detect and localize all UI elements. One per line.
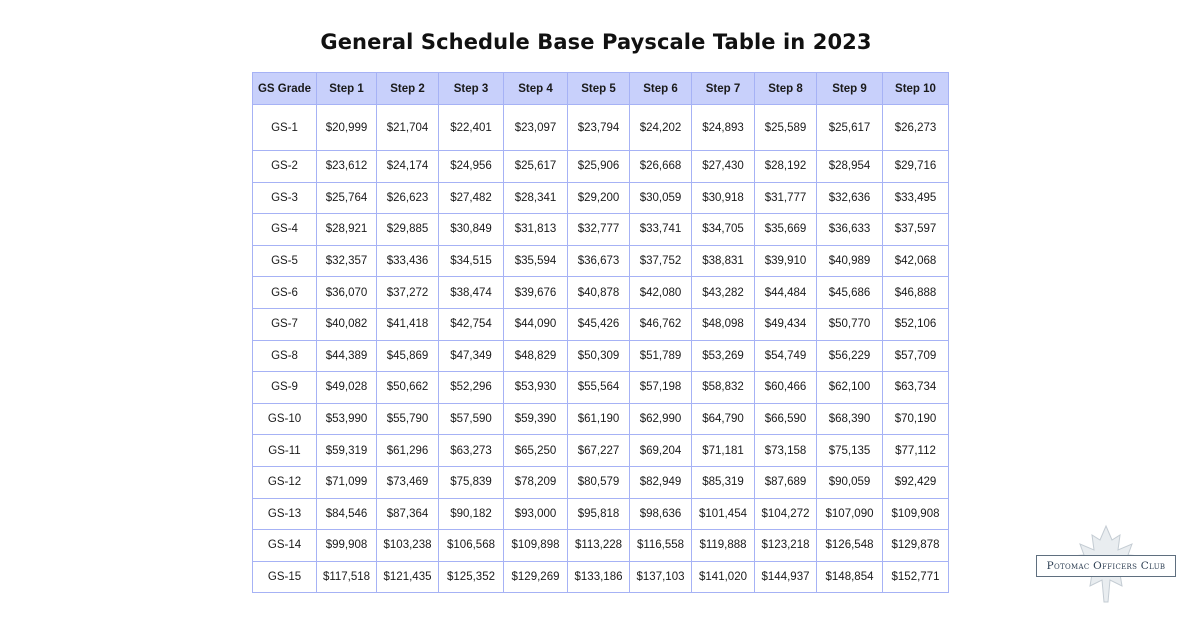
- pay-cell: $75,839: [439, 466, 504, 498]
- pay-cell: $93,000: [504, 498, 568, 530]
- pay-cell: $50,662: [377, 372, 439, 404]
- grade-cell: GS-6: [253, 277, 317, 309]
- pay-cell: $45,869: [377, 340, 439, 372]
- logo-text: Potomac Officers Club: [1036, 555, 1176, 577]
- table-row: [253, 466, 949, 498]
- pay-cell: $30,918: [692, 182, 755, 214]
- pay-cell: $30,059: [630, 182, 692, 214]
- table-row: [253, 151, 949, 183]
- pay-cell: $109,908: [883, 498, 949, 530]
- table-row: [253, 105, 949, 151]
- pay-cell: $85,319: [692, 466, 755, 498]
- pay-cell: $25,589: [755, 105, 817, 151]
- pay-cell: $47,349: [439, 340, 504, 372]
- pay-cell: $42,068: [883, 245, 949, 277]
- pay-cell: $152,771: [883, 561, 949, 593]
- pay-cell: $71,099: [317, 466, 377, 498]
- pay-cell: $36,673: [568, 245, 630, 277]
- pay-cell: $42,080: [630, 277, 692, 309]
- header-step-2: Step 2: [377, 73, 439, 105]
- pay-cell: $58,832: [692, 372, 755, 404]
- grade-cell: GS-14: [253, 530, 317, 562]
- pay-cell: $39,676: [504, 277, 568, 309]
- pay-cell: $23,794: [568, 105, 630, 151]
- pay-cell: $27,430: [692, 151, 755, 183]
- pay-cell: $23,097: [504, 105, 568, 151]
- pay-cell: $141,020: [692, 561, 755, 593]
- pay-cell: $24,956: [439, 151, 504, 183]
- pay-cell: $73,158: [755, 435, 817, 467]
- pay-cell: $50,309: [568, 340, 630, 372]
- pay-cell: $32,636: [817, 182, 883, 214]
- pay-cell: $144,937: [755, 561, 817, 593]
- pay-cell: $63,734: [883, 372, 949, 404]
- pay-cell: $32,357: [317, 245, 377, 277]
- pay-cell: $25,906: [568, 151, 630, 183]
- pay-cell: $62,100: [817, 372, 883, 404]
- potomac-officers-club-logo: [1036, 524, 1176, 604]
- pay-cell: $38,831: [692, 245, 755, 277]
- pay-cell: $80,579: [568, 466, 630, 498]
- grade-cell: GS-15: [253, 561, 317, 593]
- pay-cell: $29,885: [377, 214, 439, 246]
- pay-cell: $28,192: [755, 151, 817, 183]
- pay-cell: $37,752: [630, 245, 692, 277]
- pay-cell: $38,474: [439, 277, 504, 309]
- grade-cell: GS-2: [253, 151, 317, 183]
- pay-cell: $101,454: [692, 498, 755, 530]
- pay-cell: $99,908: [317, 530, 377, 562]
- pay-cell: $36,633: [817, 214, 883, 246]
- pay-cell: $49,028: [317, 372, 377, 404]
- pay-cell: $53,269: [692, 340, 755, 372]
- pay-cell: $45,686: [817, 277, 883, 309]
- pay-cell: $65,250: [504, 435, 568, 467]
- header-step-8: Step 8: [755, 73, 817, 105]
- pay-cell: $125,352: [439, 561, 504, 593]
- pay-cell: $28,341: [504, 182, 568, 214]
- pay-cell: $129,878: [883, 530, 949, 562]
- pay-cell: $29,200: [568, 182, 630, 214]
- header-step-7: Step 7: [692, 73, 755, 105]
- table-row: [253, 498, 949, 530]
- pay-cell: $25,617: [504, 151, 568, 183]
- pay-cell: $53,930: [504, 372, 568, 404]
- pay-cell: $26,273: [883, 105, 949, 151]
- pay-cell: $71,181: [692, 435, 755, 467]
- pay-cell: $61,190: [568, 403, 630, 435]
- pay-cell: $53,990: [317, 403, 377, 435]
- pay-cell: $66,590: [755, 403, 817, 435]
- pay-cell: $57,198: [630, 372, 692, 404]
- pay-cell: $24,174: [377, 151, 439, 183]
- pay-cell: $57,590: [439, 403, 504, 435]
- pay-cell: $51,789: [630, 340, 692, 372]
- page-title: General Schedule Base Payscale Table in 2023: [320, 30, 872, 54]
- pay-cell: $92,429: [883, 466, 949, 498]
- pay-cell: $34,515: [439, 245, 504, 277]
- pay-cell: $40,878: [568, 277, 630, 309]
- pay-cell: $49,434: [755, 308, 817, 340]
- grade-cell: GS-1: [253, 105, 317, 151]
- pay-cell: $33,436: [377, 245, 439, 277]
- pay-cell: $43,282: [692, 277, 755, 309]
- pay-cell: $45,426: [568, 308, 630, 340]
- pay-cell: $63,273: [439, 435, 504, 467]
- pay-cell: $52,106: [883, 308, 949, 340]
- table-row: [253, 277, 949, 309]
- grade-cell: GS-4: [253, 214, 317, 246]
- pay-cell: $87,364: [377, 498, 439, 530]
- grade-cell: GS-7: [253, 308, 317, 340]
- pay-cell: $90,182: [439, 498, 504, 530]
- pay-cell: $78,209: [504, 466, 568, 498]
- pay-cell: $44,389: [317, 340, 377, 372]
- payscale-table: [252, 72, 949, 593]
- pay-cell: $57,709: [883, 340, 949, 372]
- grade-cell: GS-8: [253, 340, 317, 372]
- pay-cell: $121,435: [377, 561, 439, 593]
- pay-cell: $106,568: [439, 530, 504, 562]
- pay-cell: $82,949: [630, 466, 692, 498]
- pay-cell: $21,704: [377, 105, 439, 151]
- table-row: [253, 308, 949, 340]
- pay-cell: $59,390: [504, 403, 568, 435]
- pay-cell: $87,689: [755, 466, 817, 498]
- grade-cell: GS-3: [253, 182, 317, 214]
- header-step-4: Step 4: [504, 73, 568, 105]
- pay-cell: $73,469: [377, 466, 439, 498]
- pay-cell: $55,564: [568, 372, 630, 404]
- pay-cell: $48,829: [504, 340, 568, 372]
- header-step-3: Step 3: [439, 73, 504, 105]
- grade-cell: GS-13: [253, 498, 317, 530]
- pay-cell: $29,716: [883, 151, 949, 183]
- pay-cell: $52,296: [439, 372, 504, 404]
- pay-cell: $30,849: [439, 214, 504, 246]
- pay-cell: $62,990: [630, 403, 692, 435]
- pay-cell: $33,495: [883, 182, 949, 214]
- table-row: [253, 530, 949, 562]
- pay-cell: $75,135: [817, 435, 883, 467]
- pay-cell: $33,741: [630, 214, 692, 246]
- pay-cell: $48,098: [692, 308, 755, 340]
- pay-cell: $34,705: [692, 214, 755, 246]
- pay-cell: $56,229: [817, 340, 883, 372]
- header-step-5: Step 5: [568, 73, 630, 105]
- pay-cell: $104,272: [755, 498, 817, 530]
- pay-cell: $25,764: [317, 182, 377, 214]
- pay-cell: $61,296: [377, 435, 439, 467]
- pay-cell: $36,070: [317, 277, 377, 309]
- pay-cell: $109,898: [504, 530, 568, 562]
- pay-cell: $133,186: [568, 561, 630, 593]
- table-row: [253, 340, 949, 372]
- grade-cell: GS-12: [253, 466, 317, 498]
- table-header-row: [253, 73, 949, 105]
- pay-cell: $40,082: [317, 308, 377, 340]
- pay-cell: $44,090: [504, 308, 568, 340]
- pay-cell: $35,669: [755, 214, 817, 246]
- header-step-10: Step 10: [883, 73, 949, 105]
- pay-cell: $98,636: [630, 498, 692, 530]
- pay-cell: $27,482: [439, 182, 504, 214]
- pay-cell: $41,418: [377, 308, 439, 340]
- pay-cell: $31,777: [755, 182, 817, 214]
- pay-cell: $69,204: [630, 435, 692, 467]
- pay-cell: $40,989: [817, 245, 883, 277]
- pay-cell: $39,910: [755, 245, 817, 277]
- table-row: [253, 561, 949, 593]
- pay-cell: $37,597: [883, 214, 949, 246]
- table-row: [253, 245, 949, 277]
- pay-cell: $59,319: [317, 435, 377, 467]
- pay-cell: $26,623: [377, 182, 439, 214]
- pay-cell: $23,612: [317, 151, 377, 183]
- pay-cell: $68,390: [817, 403, 883, 435]
- pay-cell: $20,999: [317, 105, 377, 151]
- pay-cell: $26,668: [630, 151, 692, 183]
- grade-cell: GS-10: [253, 403, 317, 435]
- table-row: [253, 214, 949, 246]
- pay-cell: $148,854: [817, 561, 883, 593]
- pay-cell: $50,770: [817, 308, 883, 340]
- table-row: [253, 403, 949, 435]
- pay-cell: $113,228: [568, 530, 630, 562]
- table-row: [253, 435, 949, 467]
- pay-cell: $37,272: [377, 277, 439, 309]
- pay-cell: $32,777: [568, 214, 630, 246]
- pay-cell: $64,790: [692, 403, 755, 435]
- table-row: [253, 372, 949, 404]
- pay-cell: $28,954: [817, 151, 883, 183]
- grade-cell: GS-11: [253, 435, 317, 467]
- pay-cell: $44,484: [755, 277, 817, 309]
- pay-cell: $77,112: [883, 435, 949, 467]
- pay-cell: $42,754: [439, 308, 504, 340]
- pay-cell: $137,103: [630, 561, 692, 593]
- pay-cell: $24,202: [630, 105, 692, 151]
- pay-cell: $67,227: [568, 435, 630, 467]
- pay-cell: $103,238: [377, 530, 439, 562]
- header-step-9: Step 9: [817, 73, 883, 105]
- pay-cell: $90,059: [817, 466, 883, 498]
- grade-cell: GS-5: [253, 245, 317, 277]
- pay-cell: $123,218: [755, 530, 817, 562]
- pay-cell: $129,269: [504, 561, 568, 593]
- pay-cell: $116,558: [630, 530, 692, 562]
- pay-cell: $95,818: [568, 498, 630, 530]
- pay-cell: $22,401: [439, 105, 504, 151]
- table-row: [253, 182, 949, 214]
- pay-cell: $25,617: [817, 105, 883, 151]
- pay-cell: $84,546: [317, 498, 377, 530]
- header-step-6: Step 6: [630, 73, 692, 105]
- pay-cell: $55,790: [377, 403, 439, 435]
- pay-cell: $46,888: [883, 277, 949, 309]
- header-gs-grade: GS Grade: [253, 73, 317, 105]
- pay-cell: $28,921: [317, 214, 377, 246]
- pay-cell: $35,594: [504, 245, 568, 277]
- pay-cell: $117,518: [317, 561, 377, 593]
- pay-cell: $54,749: [755, 340, 817, 372]
- grade-cell: GS-9: [253, 372, 317, 404]
- header-step-1: Step 1: [317, 73, 377, 105]
- pay-cell: $60,466: [755, 372, 817, 404]
- pay-cell: $126,548: [817, 530, 883, 562]
- pay-cell: $107,090: [817, 498, 883, 530]
- pay-cell: $24,893: [692, 105, 755, 151]
- pay-cell: $70,190: [883, 403, 949, 435]
- pay-cell: $46,762: [630, 308, 692, 340]
- pay-cell: $31,813: [504, 214, 568, 246]
- pay-cell: $119,888: [692, 530, 755, 562]
